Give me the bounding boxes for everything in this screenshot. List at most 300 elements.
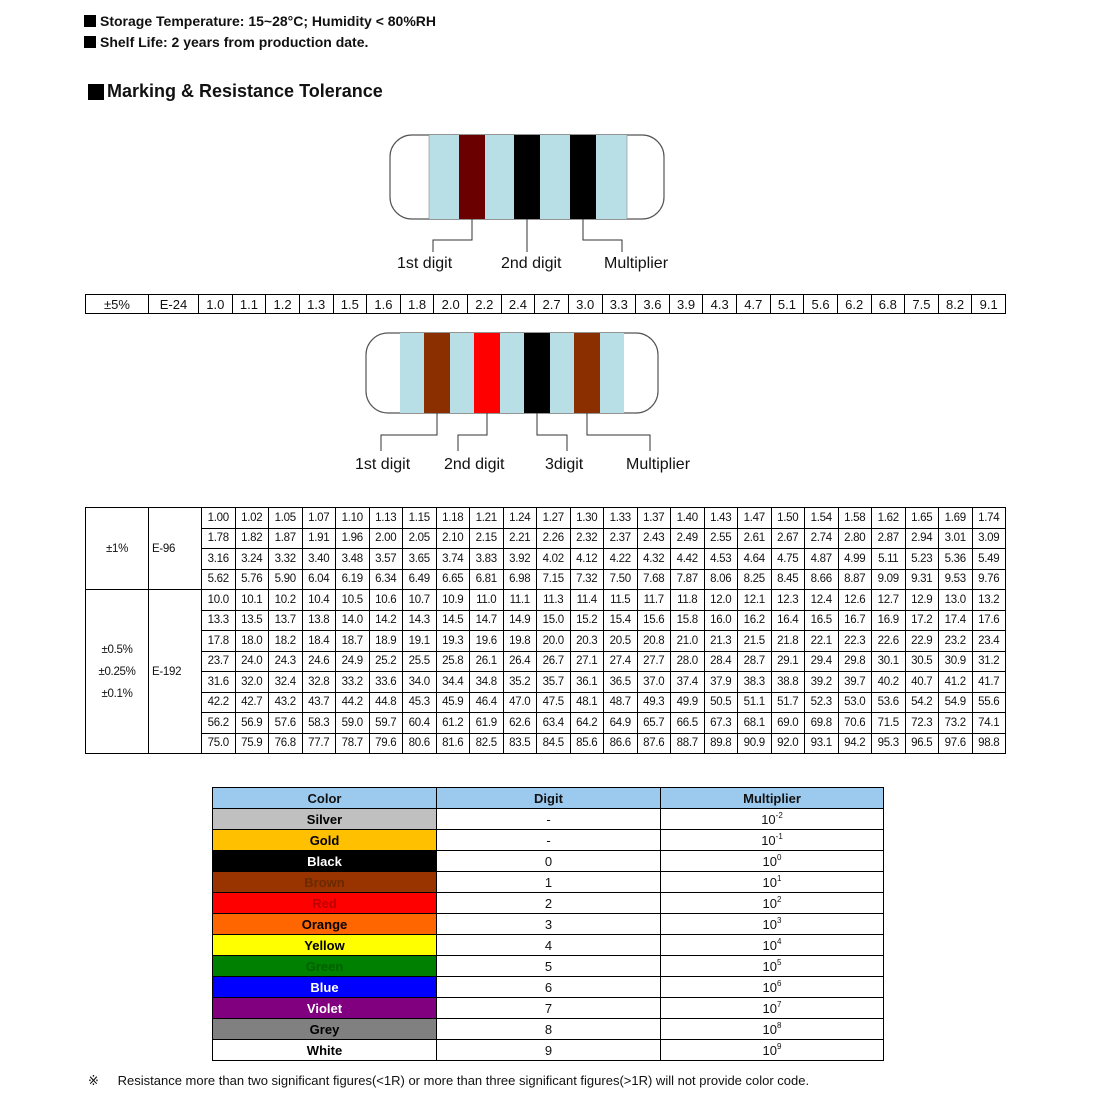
e24-table <box>85 294 1006 314</box>
series-value: 36.1 <box>570 672 604 693</box>
e24-value: 1.8 <box>400 295 434 314</box>
series-value: 5.23 <box>905 549 939 570</box>
band-3 <box>524 333 550 413</box>
series-value: 5.62 <box>202 569 236 590</box>
series-cell: E-96 <box>149 508 202 590</box>
multiplier-cell <box>661 956 884 977</box>
series-value: 17.4 <box>939 610 973 631</box>
e24-value: 9.1 <box>972 295 1006 314</box>
series-value: 3.57 <box>369 549 403 570</box>
precision-series-table <box>85 507 1006 754</box>
band-3 <box>570 135 596 219</box>
series-value: 13.3 <box>202 610 236 631</box>
series-value: 33.2 <box>336 672 370 693</box>
series-value: 1.40 <box>671 508 705 529</box>
series-value: 3.65 <box>403 549 437 570</box>
multiplier-cell <box>661 893 884 914</box>
label-multiplier: Multiplier <box>604 255 669 272</box>
series-value: 54.2 <box>905 692 939 713</box>
note-text: Resistance more than two significant figures(<1R) or more than three significant figures(>1R) will not provide color code. <box>117 1073 810 1088</box>
series-value: 59.0 <box>336 713 370 734</box>
series-value: 2.10 <box>436 528 470 549</box>
series-value: 22.1 <box>805 631 839 652</box>
e24-value: 5.1 <box>770 295 804 314</box>
series-value: 10.6 <box>369 590 403 611</box>
series-row <box>86 508 1006 529</box>
series-value: 10.5 <box>336 590 370 611</box>
series-value: 44.2 <box>336 692 370 713</box>
series-value: 16.7 <box>838 610 872 631</box>
tolerance-cell <box>86 508 149 590</box>
series-value: 20.5 <box>604 631 638 652</box>
series-value: 6.34 <box>369 569 403 590</box>
series-value: 71.5 <box>872 713 906 734</box>
bullet-square-icon <box>84 15 96 27</box>
series-value: 17.8 <box>202 631 236 652</box>
series-value: 30.5 <box>905 651 939 672</box>
series-value: 2.32 <box>570 528 604 549</box>
multiplier-exponent: -2 <box>775 811 783 820</box>
series-value: 27.7 <box>637 651 671 672</box>
e24-value: 3.9 <box>669 295 703 314</box>
e24-value: 2.0 <box>434 295 468 314</box>
series-value: 47.0 <box>503 692 537 713</box>
e24-value: 1.6 <box>367 295 401 314</box>
color-row-grey <box>213 1019 884 1040</box>
series-value: 34.8 <box>470 672 504 693</box>
e24-value: 6.2 <box>837 295 871 314</box>
series-value: 1.07 <box>302 508 336 529</box>
series-value: 81.6 <box>436 733 470 754</box>
series-value: 80.6 <box>403 733 437 754</box>
color-row-violet <box>213 998 884 1019</box>
digit-cell: - <box>437 830 661 851</box>
series-value: 1.21 <box>470 508 504 529</box>
multiplier-exponent: 7 <box>777 1000 782 1009</box>
series-value: 5.76 <box>235 569 269 590</box>
digit-cell: 8 <box>437 1019 661 1040</box>
series-row <box>86 549 1006 570</box>
header-multiplier: Multiplier <box>661 788 884 809</box>
label-2nd-digit: 2nd digit <box>501 255 562 272</box>
series-row <box>86 569 1006 590</box>
series-value: 7.87 <box>671 569 705 590</box>
series-value: 61.2 <box>436 713 470 734</box>
multiplier-exponent: -1 <box>775 832 783 841</box>
e24-value: 1.0 <box>199 295 233 314</box>
series-value: 59.7 <box>369 713 403 734</box>
section-title <box>88 81 383 102</box>
series-value: 1.54 <box>805 508 839 529</box>
series-value: 36.5 <box>604 672 638 693</box>
e24-tolerance: ±5% <box>86 295 149 314</box>
color-row-gold <box>213 830 884 851</box>
series-value: 4.12 <box>570 549 604 570</box>
series-value: 40.2 <box>872 672 906 693</box>
series-value: 20.8 <box>637 631 671 652</box>
resistor-5band-diagram <box>345 327 725 477</box>
multiplier-base: 10 <box>762 917 777 932</box>
series-value: 12.6 <box>838 590 872 611</box>
series-value: 19.8 <box>503 631 537 652</box>
multiplier-exponent: 6 <box>777 979 782 988</box>
series-value: 1.13 <box>369 508 403 529</box>
color-swatch-cell: Red <box>213 893 437 914</box>
series-value: 93.1 <box>805 733 839 754</box>
series-value: 1.87 <box>269 528 303 549</box>
series-value: 10.1 <box>235 590 269 611</box>
series-value: 60.4 <box>403 713 437 734</box>
multiplier-cell <box>661 851 884 872</box>
header-color: Color <box>213 788 437 809</box>
series-value: 22.9 <box>905 631 939 652</box>
series-value: 2.87 <box>872 528 906 549</box>
series-value: 3.01 <box>939 528 973 549</box>
series-value: 24.6 <box>302 651 336 672</box>
series-value: 86.6 <box>604 733 638 754</box>
multiplier-base: 10 <box>762 1001 777 1016</box>
series-value: 88.7 <box>671 733 705 754</box>
band-4 <box>574 333 600 413</box>
multiplier-base: 10 <box>762 1043 777 1058</box>
series-value: 51.7 <box>771 692 805 713</box>
series-value: 12.1 <box>738 590 772 611</box>
band-1 <box>424 333 450 413</box>
series-value: 37.9 <box>704 672 738 693</box>
series-row <box>86 672 1006 693</box>
series-value: 24.9 <box>336 651 370 672</box>
series-value: 1.58 <box>838 508 872 529</box>
digit-cell: 5 <box>437 956 661 977</box>
multiplier-cell <box>661 935 884 956</box>
series-value: 4.02 <box>537 549 571 570</box>
series-value: 48.1 <box>570 692 604 713</box>
series-value: 6.98 <box>503 569 537 590</box>
series-value: 16.2 <box>738 610 772 631</box>
series-value: 2.15 <box>470 528 504 549</box>
label-1st-digit: 1st digit <box>355 456 411 473</box>
leader-line-2 <box>458 413 487 451</box>
series-value: 21.3 <box>704 631 738 652</box>
color-swatch-cell: Grey <box>213 1019 437 1040</box>
series-value: 49.9 <box>671 692 705 713</box>
series-value: 46.4 <box>470 692 504 713</box>
series-value: 1.10 <box>336 508 370 529</box>
series-value: 19.6 <box>470 631 504 652</box>
series-value: 18.7 <box>336 631 370 652</box>
series-value: 4.22 <box>604 549 638 570</box>
color-row-silver <box>213 809 884 830</box>
series-value: 30.9 <box>939 651 973 672</box>
series-value: 50.5 <box>704 692 738 713</box>
series-value: 1.65 <box>905 508 939 529</box>
series-value: 2.61 <box>738 528 772 549</box>
digit-cell: 7 <box>437 998 661 1019</box>
color-swatch-cell: Orange <box>213 914 437 935</box>
series-value: 2.26 <box>537 528 571 549</box>
series-value: 98.8 <box>972 733 1006 754</box>
label-3digit: 3digit <box>545 456 584 473</box>
series-value: 11.1 <box>503 590 537 611</box>
series-value: 1.43 <box>704 508 738 529</box>
series-value: 10.0 <box>202 590 236 611</box>
series-value: 39.2 <box>805 672 839 693</box>
color-swatch-cell: Silver <box>213 809 437 830</box>
digit-cell: 4 <box>437 935 661 956</box>
series-value: 9.53 <box>939 569 973 590</box>
series-value: 10.7 <box>403 590 437 611</box>
series-value: 11.3 <box>537 590 571 611</box>
series-value: 8.06 <box>704 569 738 590</box>
shelf-life-spec-text: Shelf Life: 2 years from production date. <box>100 34 369 50</box>
band-2 <box>474 333 500 413</box>
series-value: 32.8 <box>302 672 336 693</box>
e24-value: 7.5 <box>905 295 939 314</box>
series-value: 57.6 <box>269 713 303 734</box>
series-value: 2.43 <box>637 528 671 549</box>
series-value: 24.0 <box>235 651 269 672</box>
series-value: 20.3 <box>570 631 604 652</box>
multiplier-cell <box>661 1040 884 1061</box>
series-value: 18.0 <box>235 631 269 652</box>
multiplier-exponent: 0 <box>777 853 782 862</box>
e24-value: 6.8 <box>871 295 905 314</box>
series-value: 52.3 <box>805 692 839 713</box>
series-value: 66.5 <box>671 713 705 734</box>
series-value: 3.48 <box>336 549 370 570</box>
band-1 <box>459 135 485 219</box>
series-value: 14.9 <box>503 610 537 631</box>
series-value: 12.4 <box>805 590 839 611</box>
series-value: 28.7 <box>738 651 772 672</box>
section-title-text: Marking & Resistance Tolerance <box>107 81 383 101</box>
color-swatch-cell: Violet <box>213 998 437 1019</box>
note-symbol: ※ <box>88 1073 99 1088</box>
series-value: 87.6 <box>637 733 671 754</box>
series-value: 11.0 <box>470 590 504 611</box>
color-row-white <box>213 1040 884 1061</box>
series-value: 1.82 <box>235 528 269 549</box>
series-value: 41.7 <box>972 672 1006 693</box>
e24-value: 1.1 <box>232 295 266 314</box>
series-value: 48.7 <box>604 692 638 713</box>
series-value: 12.0 <box>704 590 738 611</box>
multiplier-base: 10 <box>762 875 777 890</box>
series-value: 19.1 <box>403 631 437 652</box>
series-value: 29.4 <box>805 651 839 672</box>
series-value: 45.9 <box>436 692 470 713</box>
series-value: 8.87 <box>838 569 872 590</box>
series-value: 41.2 <box>939 672 973 693</box>
leader-line-4 <box>587 413 650 451</box>
header-digit: Digit <box>437 788 661 809</box>
e24-value: 2.4 <box>501 295 535 314</box>
series-value: 1.24 <box>503 508 537 529</box>
series-value: 2.55 <box>704 528 738 549</box>
series-value: 32.4 <box>269 672 303 693</box>
series-value: 29.1 <box>771 651 805 672</box>
leader-line-1 <box>381 413 437 451</box>
series-value: 8.25 <box>738 569 772 590</box>
multiplier-base: 10 <box>762 896 777 911</box>
label-1st-digit: 1st digit <box>397 255 453 272</box>
series-value: 1.33 <box>604 508 638 529</box>
multiplier-cell <box>661 830 884 851</box>
multiplier-base: 10 <box>762 854 777 869</box>
series-value: 64.2 <box>570 713 604 734</box>
series-value: 34.0 <box>403 672 437 693</box>
multiplier-cell <box>661 1019 884 1040</box>
series-value: 65.7 <box>637 713 671 734</box>
series-value: 77.7 <box>302 733 336 754</box>
series-value: 9.76 <box>972 569 1006 590</box>
color-code-header-row <box>213 788 884 809</box>
series-value: 1.62 <box>872 508 906 529</box>
series-value: 44.8 <box>369 692 403 713</box>
series-value: 56.9 <box>235 713 269 734</box>
multiplier-base: 10 <box>761 833 776 848</box>
color-swatch-cell: Yellow <box>213 935 437 956</box>
series-value: 78.7 <box>336 733 370 754</box>
series-value: 89.8 <box>704 733 738 754</box>
color-swatch-cell: Blue <box>213 977 437 998</box>
series-value: 56.2 <box>202 713 236 734</box>
series-value: 75.0 <box>202 733 236 754</box>
series-value: 1.74 <box>972 508 1006 529</box>
series-value: 1.15 <box>403 508 437 529</box>
series-value: 1.78 <box>202 528 236 549</box>
series-value: 1.30 <box>570 508 604 529</box>
series-value: 5.36 <box>939 549 973 570</box>
e24-value: 2.2 <box>468 295 502 314</box>
multiplier-base: 10 <box>761 812 776 827</box>
series-value: 10.2 <box>269 590 303 611</box>
tolerance-text: ±0.25% <box>98 665 136 678</box>
series-value: 4.53 <box>704 549 738 570</box>
multiplier-base: 10 <box>762 1022 777 1037</box>
multiplier-exponent: 2 <box>777 895 782 904</box>
tolerance-text: ±1% <box>105 542 129 555</box>
series-value: 8.66 <box>805 569 839 590</box>
series-value: 96.5 <box>905 733 939 754</box>
series-value: 21.0 <box>671 631 705 652</box>
digit-cell: 9 <box>437 1040 661 1061</box>
series-value: 25.2 <box>369 651 403 672</box>
series-value: 26.4 <box>503 651 537 672</box>
series-value: 16.0 <box>704 610 738 631</box>
series-value: 3.74 <box>436 549 470 570</box>
series-row <box>86 692 1006 713</box>
series-value: 33.6 <box>369 672 403 693</box>
series-value: 7.68 <box>637 569 671 590</box>
series-value: 14.5 <box>436 610 470 631</box>
series-value: 62.6 <box>503 713 537 734</box>
series-value: 21.5 <box>738 631 772 652</box>
series-value: 42.7 <box>235 692 269 713</box>
digit-cell: 2 <box>437 893 661 914</box>
e24-value: 4.3 <box>703 295 737 314</box>
series-value: 1.00 <box>202 508 236 529</box>
series-value: 3.83 <box>470 549 504 570</box>
series-value: 3.32 <box>269 549 303 570</box>
series-value: 7.50 <box>604 569 638 590</box>
series-value: 2.37 <box>604 528 638 549</box>
series-value: 32.0 <box>235 672 269 693</box>
color-row-yellow <box>213 935 884 956</box>
series-value: 49.3 <box>637 692 671 713</box>
digit-cell: 6 <box>437 977 661 998</box>
series-value: 51.1 <box>738 692 772 713</box>
series-value: 6.19 <box>336 569 370 590</box>
series-value: 28.4 <box>704 651 738 672</box>
color-row-red <box>213 893 884 914</box>
series-value: 53.0 <box>838 692 872 713</box>
series-value: 7.15 <box>537 569 571 590</box>
series-value: 4.87 <box>805 549 839 570</box>
series-value: 5.90 <box>269 569 303 590</box>
series-value: 5.49 <box>972 549 1006 570</box>
series-value: 23.2 <box>939 631 973 652</box>
series-value: 69.0 <box>771 713 805 734</box>
color-row-black <box>213 851 884 872</box>
e24-series: E-24 <box>149 295 199 314</box>
leader-line-1 <box>433 219 472 252</box>
series-value: 75.9 <box>235 733 269 754</box>
series-value: 37.0 <box>637 672 671 693</box>
series-value: 76.8 <box>269 733 303 754</box>
series-row <box>86 631 1006 652</box>
series-value: 4.64 <box>738 549 772 570</box>
series-value: 21.8 <box>771 631 805 652</box>
resistor-4band-diagram <box>380 128 700 278</box>
e24-value: 3.3 <box>602 295 636 314</box>
series-value: 12.7 <box>872 590 906 611</box>
series-value: 82.5 <box>470 733 504 754</box>
band-2 <box>514 135 540 219</box>
series-value: 63.4 <box>537 713 571 734</box>
series-value: 67.3 <box>704 713 738 734</box>
series-value: 15.2 <box>570 610 604 631</box>
multiplier-cell <box>661 809 884 830</box>
storage-spec <box>84 13 436 29</box>
series-row <box>86 733 1006 754</box>
bullet-square-icon <box>84 36 96 48</box>
series-value: 47.5 <box>537 692 571 713</box>
series-value: 53.6 <box>872 692 906 713</box>
series-value: 11.4 <box>570 590 604 611</box>
series-cell: E-192 <box>149 590 202 754</box>
series-value: 13.0 <box>939 590 973 611</box>
series-value: 3.24 <box>235 549 269 570</box>
series-value: 92.0 <box>771 733 805 754</box>
series-value: 14.7 <box>470 610 504 631</box>
series-value: 6.81 <box>470 569 504 590</box>
series-value: 20.0 <box>537 631 571 652</box>
series-value: 83.5 <box>503 733 537 754</box>
series-value: 14.2 <box>369 610 403 631</box>
series-value: 1.37 <box>637 508 671 529</box>
series-value: 43.2 <box>269 692 303 713</box>
series-value: 64.9 <box>604 713 638 734</box>
series-value: 1.27 <box>537 508 571 529</box>
tolerance-text: ±0.5% <box>101 643 133 656</box>
color-swatch-cell: White <box>213 1040 437 1061</box>
digit-cell: 0 <box>437 851 661 872</box>
series-value: 35.2 <box>503 672 537 693</box>
series-value: 61.9 <box>470 713 504 734</box>
e24-value: 1.5 <box>333 295 367 314</box>
color-row-green <box>213 956 884 977</box>
